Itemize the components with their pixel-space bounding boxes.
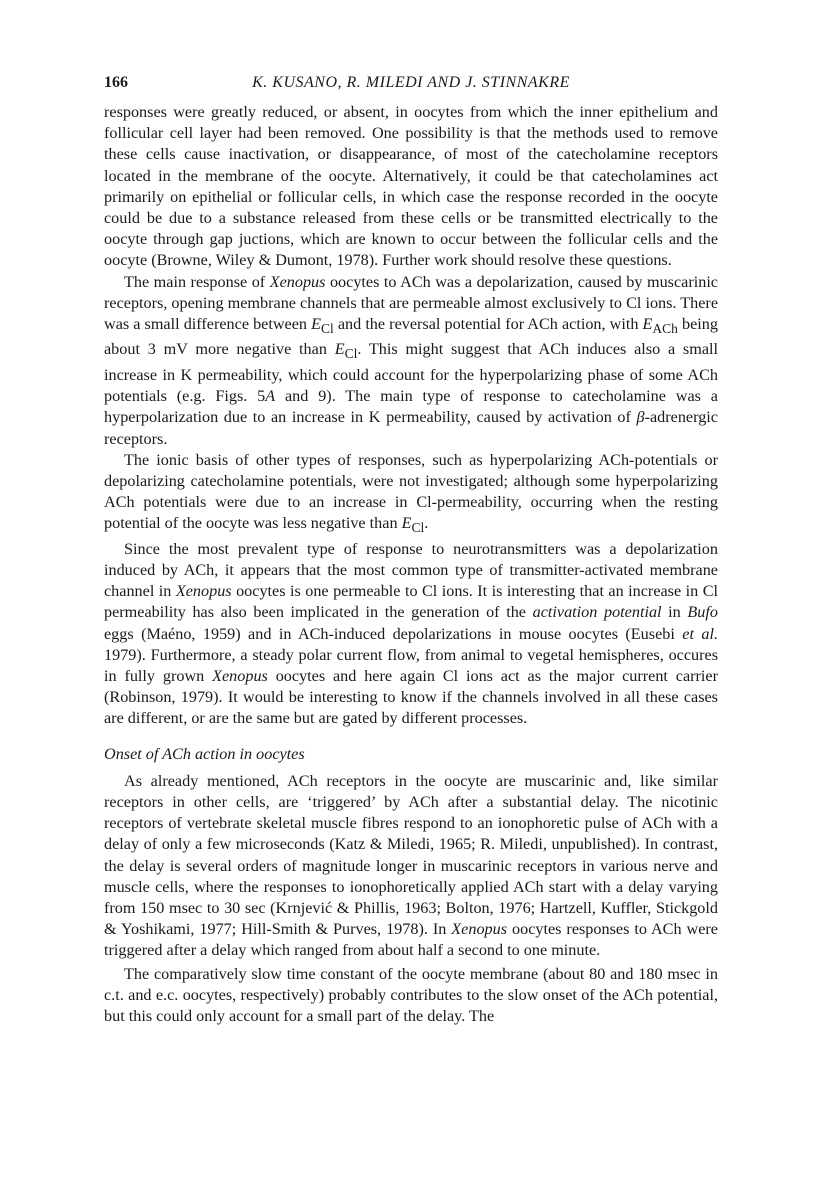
section-heading: Onset of ACh action in oocytes (104, 744, 305, 763)
paragraph-1: responses were greatly reduced, or absent, in oocytes from which the inner epithelium and follicular cell layer had been removed. One possibility is that the methods used to remove these cells cause inactivation, or disappearance, of most of the catecholamine receptors located in the membrane of the oocyte. Alternatively, it could be that catecholamines act primarily on epithelial or follicular cells, in which case the response recorded in the oocyte could be due to a substance released from these cells or be transmitted electrically to the oocyte through gap juctions, which are known to occur between the follicular cells and the oocyte (Browne, Wiley & Dumont, 1978). Further work should resolve these questions. (104, 103, 718, 270)
paragraph-4: Since the most prevalent type of response to neurotransmitters was a depolarization induced by ACh, it appears that the most common type of transmitter-activated membrane channel in Xenopus oocytes is one permeable to Cl ions. It is interesting that an increase in Cl permeability has also been implicated in the generation of the activation potential in Bufo eggs (Maéno, 1959) and in ACh-induced depolarizations in mouse oocytes (Eusebi et al. 1979). Furthermore, a steady polar current flow, from animal to vegetal hemispheres, occures in fully grown Xenopus oocytes and here again Cl ions act as the major current carrier (Robinson, 1979). It would be interesting to know if the channels involved in all these cases are different, or are the same but are gated by different processes. (104, 539, 719, 728)
paper-page (104, 72, 718, 1027)
running-head: K. KUSANO, R. MILEDI AND J. STINNAKRE (252, 74, 570, 91)
page-header (104, 72, 718, 94)
paragraph-2: The main response of Xenopus oocytes to ACh was a depolarization, caused by muscarinic receptors, opening membrane channels that are permeable almost exclusively to Cl ions. There was a small difference between $E_{Cl}$ and the reversal potential for ACh action, with $E_{ACh}$ being about 3 mV more negative than $E_{Cl}$. This might suggest that ACh induces also a small increase in K permeability, which could account for the hyperpolarizing phase of some ACh potentials (e.g. Figs. 5A and 9). The main type of response to catecholamine was a hyperpolarization due to an increase in K permeability, caused by activation of β-adrenergic receptors. (104, 272, 718, 448)
page-number: 166 (104, 74, 128, 91)
paragraph-5: As already mentioned, ACh receptors in the oocyte are muscarinic and, like similar receptors in other cells, are ‘triggered’ by ACh after a substantial delay. The nicotinic receptors of vertebrate skeletal muscle fibres respond to an ionophoretic pulse of ACh with a delay of only a few microseconds (Katz & Miledi, 1965; R. Miledi, unpublished). In contrast, the delay is several orders of magnitude longer in muscarinic receptors in various nerve and muscle cells, where the responses to ionophoretically applied ACh start with a delay varying from 150 msec to 30 sec (Krnjević & Phillis, 1963; Bolton, 1976; Hartzell, Kuffler, Stickgold & Yoshikami, 1977; Hill-Smith & Purves, 1978). In Xenopus oocytes responses to ACh were triggered after a delay which ranged from about half a second to one minute. (104, 771, 718, 960)
paragraph-6: The comparatively slow time constant of the oocyte membrane (about 80 and 180 msec in c.t. and e.c. oocytes, respectively) probably contributes to the slow onset of the ACh potential, but this could only account for a small part of the delay. The (104, 964, 718, 1026)
paragraph-3: The ionic basis of other types of responses, such as hyperpolarizing ACh-potentials or depolarizing catecholamine potentials, were not investigated; although some hyperpolarizing ACh potentials were due to an increase in Cl-permeability, occurring when the resting potential of the oocyte was less negative than $E_{Cl}$. (104, 450, 718, 536)
